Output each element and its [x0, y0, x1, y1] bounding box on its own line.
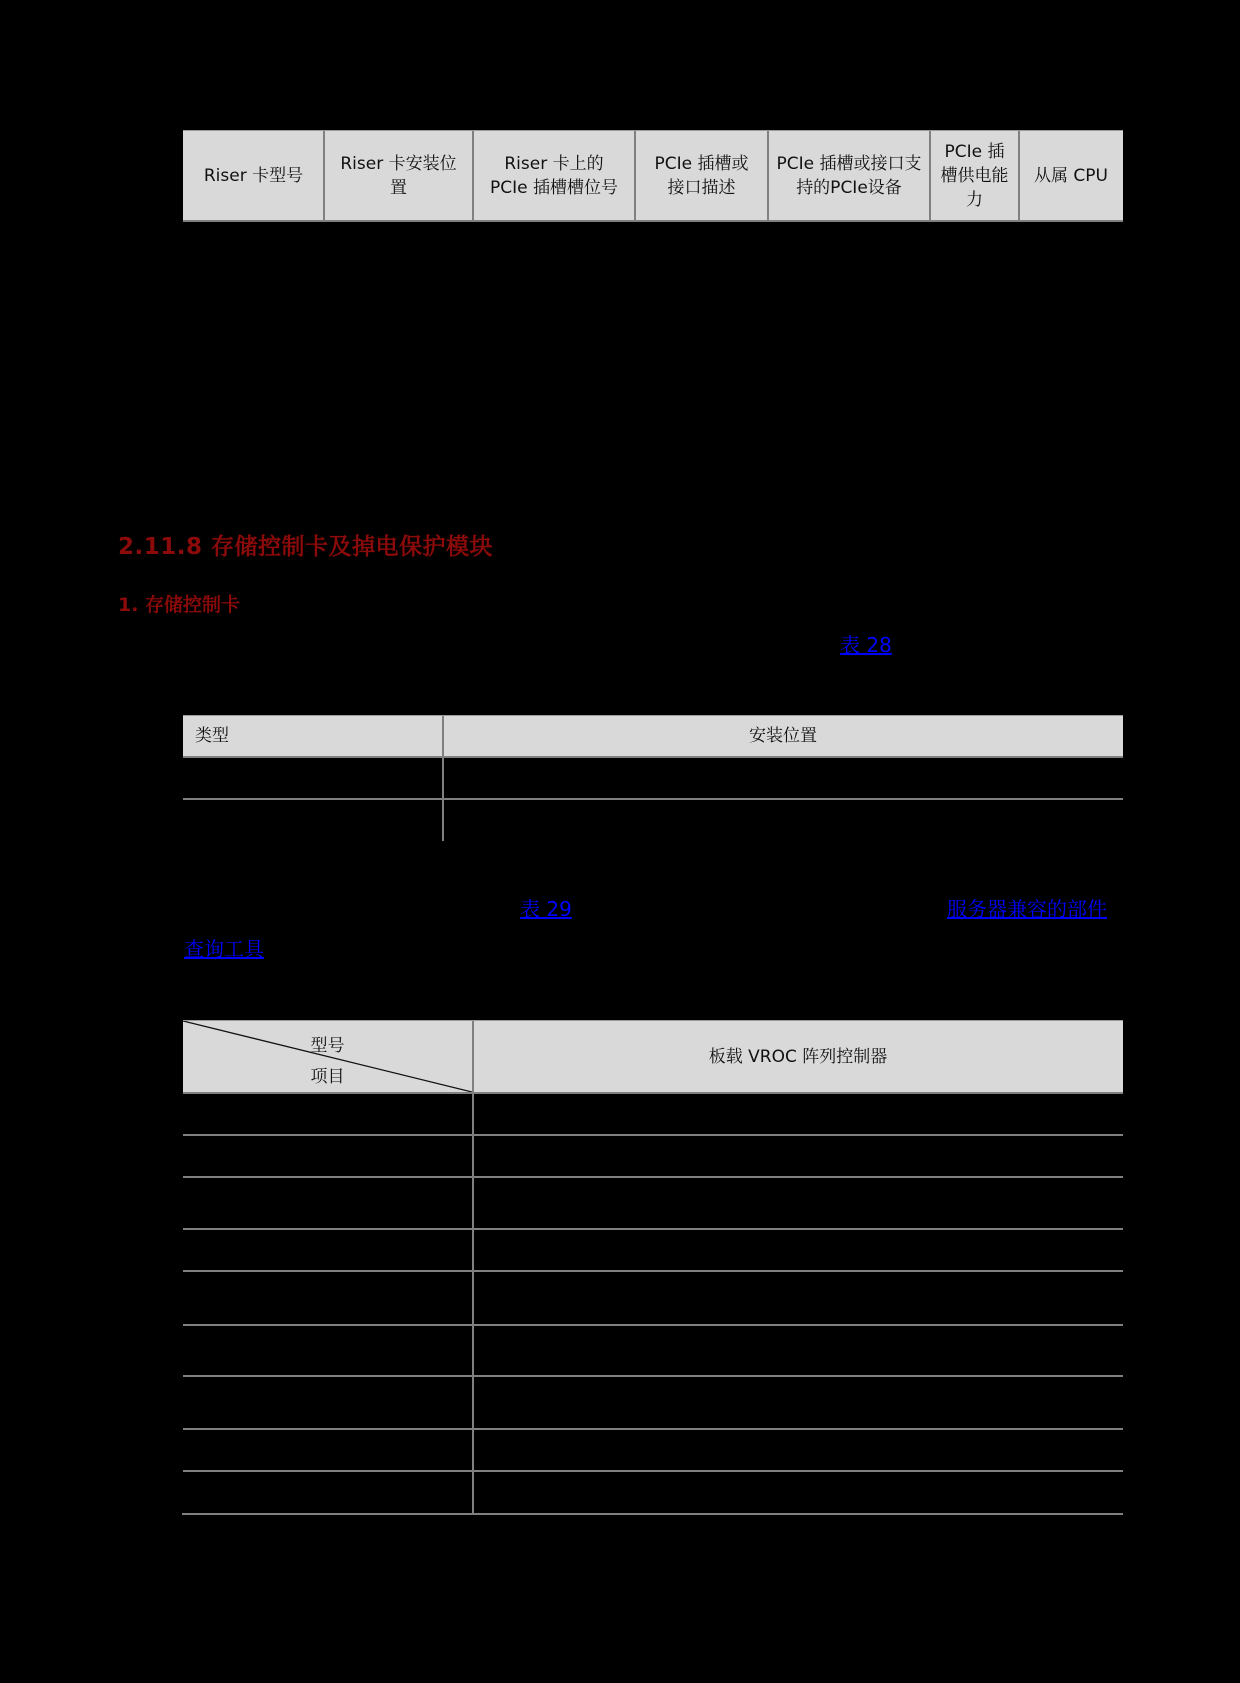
table-28-link[interactable]: 表 28 [840, 633, 892, 657]
install-position-table [183, 715, 1123, 841]
column-divider [442, 716, 444, 756]
column-divider [1018, 131, 1020, 220]
compatible-parts-link[interactable]: 服务器兼容的部件 [947, 897, 1107, 921]
vroc-table-header-controller: 板载 VROC 阵列控制器 [708, 1046, 888, 1067]
riser-table-header-install-position: Riser 卡安装位置 [340, 153, 457, 198]
riser-table-header-supported-devices: PCIe 插槽或接口支持的PCIe设备 [776, 153, 922, 198]
table-29-link[interactable]: 表 29 [520, 897, 572, 921]
column-divider [472, 131, 474, 220]
riser-table-header-slot-description: PCIe 插槽或接口描述 [654, 153, 749, 198]
subsection-heading: 1. 存储控制卡 [118, 594, 241, 616]
compatible-parts-query-tool-link[interactable]: 查询工具 [184, 937, 264, 961]
vroc-table-row [183, 1178, 1123, 1228]
vroc-table-row [183, 1472, 1123, 1513]
vroc-table-row [183, 1430, 1123, 1470]
vroc-table-row [183, 1136, 1123, 1176]
vroc-table-row [183, 1272, 1123, 1324]
column-divider [442, 758, 444, 841]
install-table-row [183, 800, 1123, 841]
vroc-table-row [183, 1377, 1123, 1428]
install-table-header-position: 安装位置 [749, 726, 817, 746]
column-divider [929, 131, 931, 220]
section-heading: 2.11.8 存储控制卡及掉电保护模块 [118, 534, 493, 560]
riser-table-header-model: Riser 卡型号 [203, 165, 304, 186]
column-divider [472, 1021, 474, 1092]
vroc-controller-table [183, 1020, 1123, 1515]
diagonal-header-cell [183, 1021, 472, 1092]
column-divider [767, 131, 769, 220]
vroc-table-row [183, 1326, 1123, 1375]
install-table-header-type: 类型 [195, 726, 229, 746]
vroc-table-header-row [183, 1020, 1123, 1094]
column-divider [323, 131, 325, 220]
vroc-table-row [183, 1094, 1123, 1134]
column-divider [634, 131, 636, 220]
install-table-header-row [183, 715, 1123, 758]
corner-label-item: 项目 [310, 1067, 345, 1087]
riser-table-header-cpu: 从属 CPU [1034, 165, 1108, 186]
riser-table-header-slot-number: Riser 卡上的PCIe 插槽槽位号 [490, 153, 618, 198]
vroc-table-row [183, 1230, 1123, 1270]
riser-table-header-power-capacity: PCIe 插槽供电能力 [940, 141, 1009, 210]
table-bottom-rule [182, 1513, 1123, 1515]
install-table-row [183, 758, 1123, 800]
riser-card-table [183, 130, 1123, 222]
corner-label-model: 型号 [310, 1036, 345, 1056]
riser-table-header-row [183, 130, 1123, 222]
